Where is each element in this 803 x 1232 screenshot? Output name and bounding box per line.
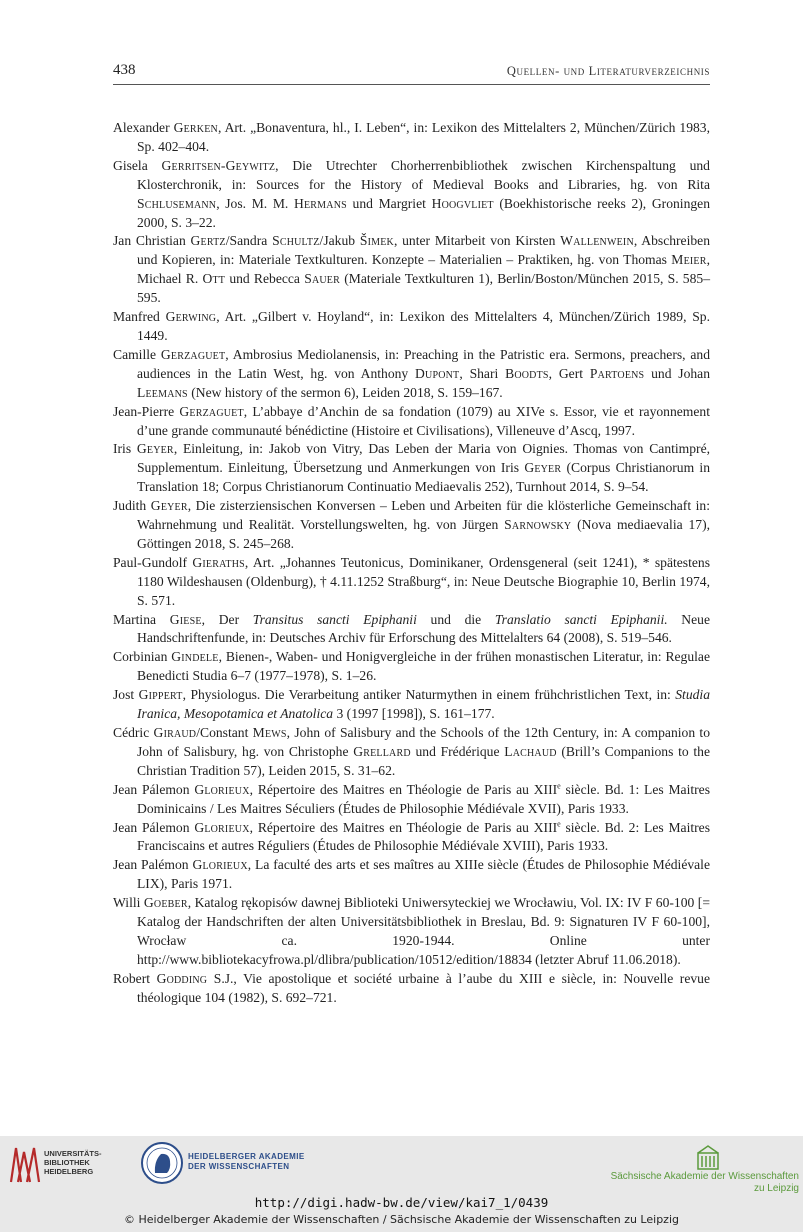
entry-text: Robert <box>113 970 157 986</box>
saxon-academy-name: Sächsische Akademie der Wissenschaften zu Leipzig <box>610 1171 799 1194</box>
bibliography-entry <box>113 119 710 157</box>
university-library-name: UNIVERSITÄTS- BIBLIOTHEK HEIDELBERG <box>44 1149 102 1176</box>
entry-text: (Boekhistorische reeks 2), Groningen 2000, S. 3–22. <box>137 195 710 230</box>
entry-text: siècle. Bd. 2: Les Maitres Franciscains et autres Réguliers (Études de Philosophie Médiévale XVIII), Paris 1933. <box>137 819 710 854</box>
entry-text: Jost <box>113 687 139 703</box>
italic-title: Transitus sancti Epiphanii <box>252 611 417 627</box>
entry-text: , L’abbaye d’Anchin de sa fondation (1079) au XIVe s. Essor, vie et rayonnement d’une grande communauté bénédictine (Histoire et Civilisations), Villeneuve d’Ascq, 1997. <box>137 403 710 438</box>
entry-text: , John of Salisbury and the Schools of the 12th Century, in: A companion to John of Salisbury, hg. von Christophe <box>137 725 710 759</box>
bibliography-entry <box>113 686 710 724</box>
author-name: Grellard <box>353 743 411 759</box>
italic-title: Studia Iranica, Mesopotamica et Anatolica <box>137 687 710 722</box>
entry-text: , Art. „Gilbert v. Hoyland“, in: Lexikon des Mittelalters 4, München/Zürich 1989, Sp. 1449. <box>137 309 711 343</box>
author-name: Glorieux <box>194 781 250 797</box>
entry-text: Alexander <box>113 120 174 135</box>
entry-text: und Frédérique <box>410 743 505 759</box>
academy-seal-icon <box>140 1141 184 1185</box>
entry-text: , Jos. M. M. <box>216 195 294 211</box>
page-header <box>113 60 710 85</box>
footer-bar <box>0 1136 803 1232</box>
author-name: Meier <box>671 252 707 268</box>
source-url-link[interactable]: http://digi.hadw-bw.de/view/kai7_1/0439 <box>254 1195 549 1210</box>
italic-title: Translatio sancti Epiphanii. <box>494 611 668 627</box>
entry-text: , Ambrosius Mediolanensis, in: Preaching in the Patristic era. Sermons, preachers, and audiences in the Latin West, hg. von Anthony <box>137 346 711 381</box>
author-name: Gerwing <box>165 309 217 325</box>
bibliography-entry <box>113 894 710 970</box>
copyright-notice: © Heidelberger Akademie der Wissenschaften / Sächsische Akademie der Wissenschaften zu Leipzig <box>123 1213 679 1226</box>
author-name: Šimek <box>359 233 394 249</box>
entry-text: /Jakub <box>319 233 360 249</box>
entry-text: Judith <box>113 498 151 514</box>
entry-text: Paul-Gundolf <box>113 554 193 570</box>
entry-text: Manfred <box>113 309 166 325</box>
entry-text: , Abschreiben und Kopieren, in: Materiale Textkulturen. Konzepte – Materialien – Praktiken, hg. von Thomas <box>137 233 711 268</box>
author-name: Glorieux <box>192 857 248 873</box>
author-name: Dupont <box>415 365 460 381</box>
entry-text: , Die Utrechter Chorherrenbibliothek zwischen Kirchenspaltung und Klosterchronik, in: Sources for the History of Medieval Books and Libraries, hg. von Rita <box>137 157 710 192</box>
author-name: Hoogvliet <box>431 195 494 211</box>
entry-text: und Rebecca <box>225 271 305 287</box>
author-name: Geyer <box>524 460 562 476</box>
author-name: Lachaud <box>504 743 557 759</box>
entry-text: (New history of the sermon 6), Leiden 2018, S. 159–167. <box>187 384 503 400</box>
bibliography-entry <box>113 781 710 819</box>
bibliography-entry <box>113 611 710 649</box>
superscript: e <box>557 819 561 828</box>
entry-text: Jean Pálemon <box>113 819 195 835</box>
entry-text: , unter Mitarbeit von Kirsten <box>393 233 561 249</box>
author-name: Geyer <box>150 498 188 514</box>
bibliography-entry <box>113 232 710 308</box>
author-name: Gindele <box>171 649 219 665</box>
entry-text: , Michael R. <box>137 252 710 287</box>
author-name: Wallenwein <box>560 233 634 249</box>
author-name: Goeber <box>143 895 188 911</box>
author-name: Gerken <box>173 120 218 135</box>
entry-text: (Nova mediaevalia 17), Göttingen 2018, S. 245–268. <box>137 517 711 551</box>
entry-text: (Materiale Textkulturen 1), Berlin/Boston/München 2015, S. 585–595. <box>137 271 710 306</box>
bibliography-entry <box>113 819 710 857</box>
entry-text: , Gert <box>548 365 590 381</box>
page-number: 438 <box>113 62 136 78</box>
author-name: Sarnowsky <box>504 517 572 533</box>
entry-text: (Brill’s Companions to the Christian Tradition 57), Leiden 2015, S. 31–62. <box>137 743 710 778</box>
author-name: Sauer <box>304 271 340 287</box>
entry-text: Jean Pálemon <box>113 781 195 797</box>
entry-text: Gisela <box>113 157 162 173</box>
university-library-logo-icon <box>8 1144 42 1184</box>
author-name: Gippert <box>138 687 183 703</box>
entry-text: (Corpus Christianorum in Translation 18; Corpus Christianorum Continuatio Mediaevalis 252), Turnhout 2014, S. 9–54. <box>137 460 710 495</box>
entry-text: Martina <box>113 611 170 627</box>
bibliography-entry <box>113 648 710 686</box>
entry-text: siècle. Bd. 1: Les Maitres Dominicains / Les Maitres Séculiers (Études de Philosophie Médiévale XVII), Paris 1933. <box>137 781 710 816</box>
author-name: Gerzaguet <box>160 346 226 362</box>
entry-text: /Sandra <box>225 233 273 249</box>
entry-text: , Répertoire des Maitres en Théologie de Paris au XIII <box>249 781 558 797</box>
entry-text: , Art. „Bonaventura, hl., I. Leben“, in: Lexikon des Mittelalters 2, München/Zürich 1983, Sp. 402–404. <box>137 120 710 154</box>
entry-text: , Physiologus. Die Verarbeitung antiker Naturmythen in einem frühchristlichen Text, in: <box>182 687 676 703</box>
entry-text: 3 (1997 [1998]), S. 161–177. <box>333 706 495 722</box>
bibliography-entry <box>113 440 710 497</box>
author-name: Gerritsen-Geywitz <box>161 157 276 173</box>
entry-text: Cédric <box>113 725 154 740</box>
bibliography-entry <box>113 856 710 894</box>
bibliography-entry <box>113 497 710 554</box>
running-title: Quellen- und Literaturverzeichnis <box>506 64 710 78</box>
author-name: Gerzaguet <box>179 403 244 419</box>
author-name: Glorieux <box>194 819 250 835</box>
bibliography-entry <box>113 403 710 441</box>
entry-text: , Répertoire des Maitres en Théologie de Paris au XIII <box>249 819 558 835</box>
bibliography-entry <box>113 346 710 403</box>
entry-text: , Der <box>201 611 253 627</box>
author-name: Boodts <box>505 365 549 381</box>
entry-text: Corbinian <box>113 649 172 665</box>
author-name: Schlusemann <box>137 195 217 211</box>
entry-text: , Art. „Johannes Teutonicus, Dominikaner, Ordensgeneral (seit 1241), * spätestens 1180 Wildeshausen (Oldenburg), † 4.11.1252 Straßburg“, in: Neue Deutsche Biographie 10, Berlin 1974, S. 571. <box>137 554 710 608</box>
entry-text: , Die zisterziensischen Konversen – Leben und Arbeiten für die klösterliche Gemeinschaft in: Wahrnehmung und Realität. Vorstellungswelten, hg. von Jürgen <box>137 498 711 533</box>
entry-text: , Einleitung, in: Jakob von Vitry, Das Leben der Maria von Oignies. Thomas von Cantimpré, Supplementum. Einleitung, Übersetzung und Anmerkungen von Iris <box>137 441 710 476</box>
author-name: Giese <box>169 611 202 627</box>
bibliography-entry <box>113 970 710 1008</box>
entry-text: , Bienen-, Waben- und Honigvergleiche in der frühen monastischen Literatur, in: Regulae Benedicti Studia 6–7 (1977–1978), S. 1–26. <box>137 649 710 684</box>
entry-text: Jean Palémon <box>113 857 193 873</box>
author-name: Gieraths <box>192 554 245 570</box>
author-name: Gertz <box>190 233 226 249</box>
entry-text: , Shari <box>459 365 506 381</box>
author-name: Geyer <box>136 441 174 457</box>
author-name: Giraud <box>153 725 197 740</box>
entry-text: Camille <box>113 346 161 362</box>
bibliography-entry <box>113 308 710 346</box>
author-name: Leemans <box>137 384 188 400</box>
entry-text: und Johan <box>644 365 711 381</box>
entry-text: und Margriet <box>346 195 432 211</box>
entry-text: Jean-Pierre <box>113 403 180 419</box>
entry-text: Jan Christian <box>113 233 191 249</box>
saxon-academy-emblem-icon <box>694 1143 722 1171</box>
author-name: Partoens <box>589 365 645 381</box>
bibliography-entry <box>113 724 710 781</box>
entry-text: /Constant <box>196 725 253 740</box>
entry-text: Iris <box>113 441 137 457</box>
entry-text: S.J., Vie apostolique et société urbaine à l’aube du XIII e siècle, in: Nouvelle revue théologique 104 (1982), S. 692–721. <box>137 970 710 1005</box>
entry-text: Neue Handschriftenfunde, in: Deutsches Archiv für Erforschung des Mittelalters 64 (2008), S. 519–546. <box>137 611 710 646</box>
bibliography-entry <box>113 157 710 233</box>
entry-text: Willi <box>113 895 144 911</box>
entry-text: und die <box>416 611 495 627</box>
superscript: e <box>557 781 561 791</box>
entry-text: , Katalog rękopisów dawnej Biblioteki Uniwersyteckiej we Wrocławiu, Vol. IX: IV F 60-100 [= Katalog der Handschriften der alten Universitätsbibliothek in Breslau, Bd. 9: Signaturen IV F 60-100], Wrocław ca. 1920-1944. Online unter http://www.bibliotekacyfrowa.pl/dlibra/publication/10512/edition/18834 (letzter Abruf 11.06.2018). <box>137 895 710 967</box>
author-name: Mews <box>252 725 287 740</box>
entry-text: , La faculté des arts et ses maîtres au XIIIe siècle (Études de Philosophie Médiévale LIX), Paris 1971. <box>137 857 710 892</box>
author-name: Ott <box>202 271 226 287</box>
author-name: Schultz <box>272 233 320 249</box>
author-name: Hermans <box>293 195 347 211</box>
heidelberg-academy-name: HEIDELBERGER AKADEMIE DER WISSENSCHAFTEN <box>188 1152 305 1171</box>
bibliography-entry <box>113 554 710 611</box>
bibliography-list <box>113 119 710 1008</box>
author-name: Godding <box>156 970 208 986</box>
